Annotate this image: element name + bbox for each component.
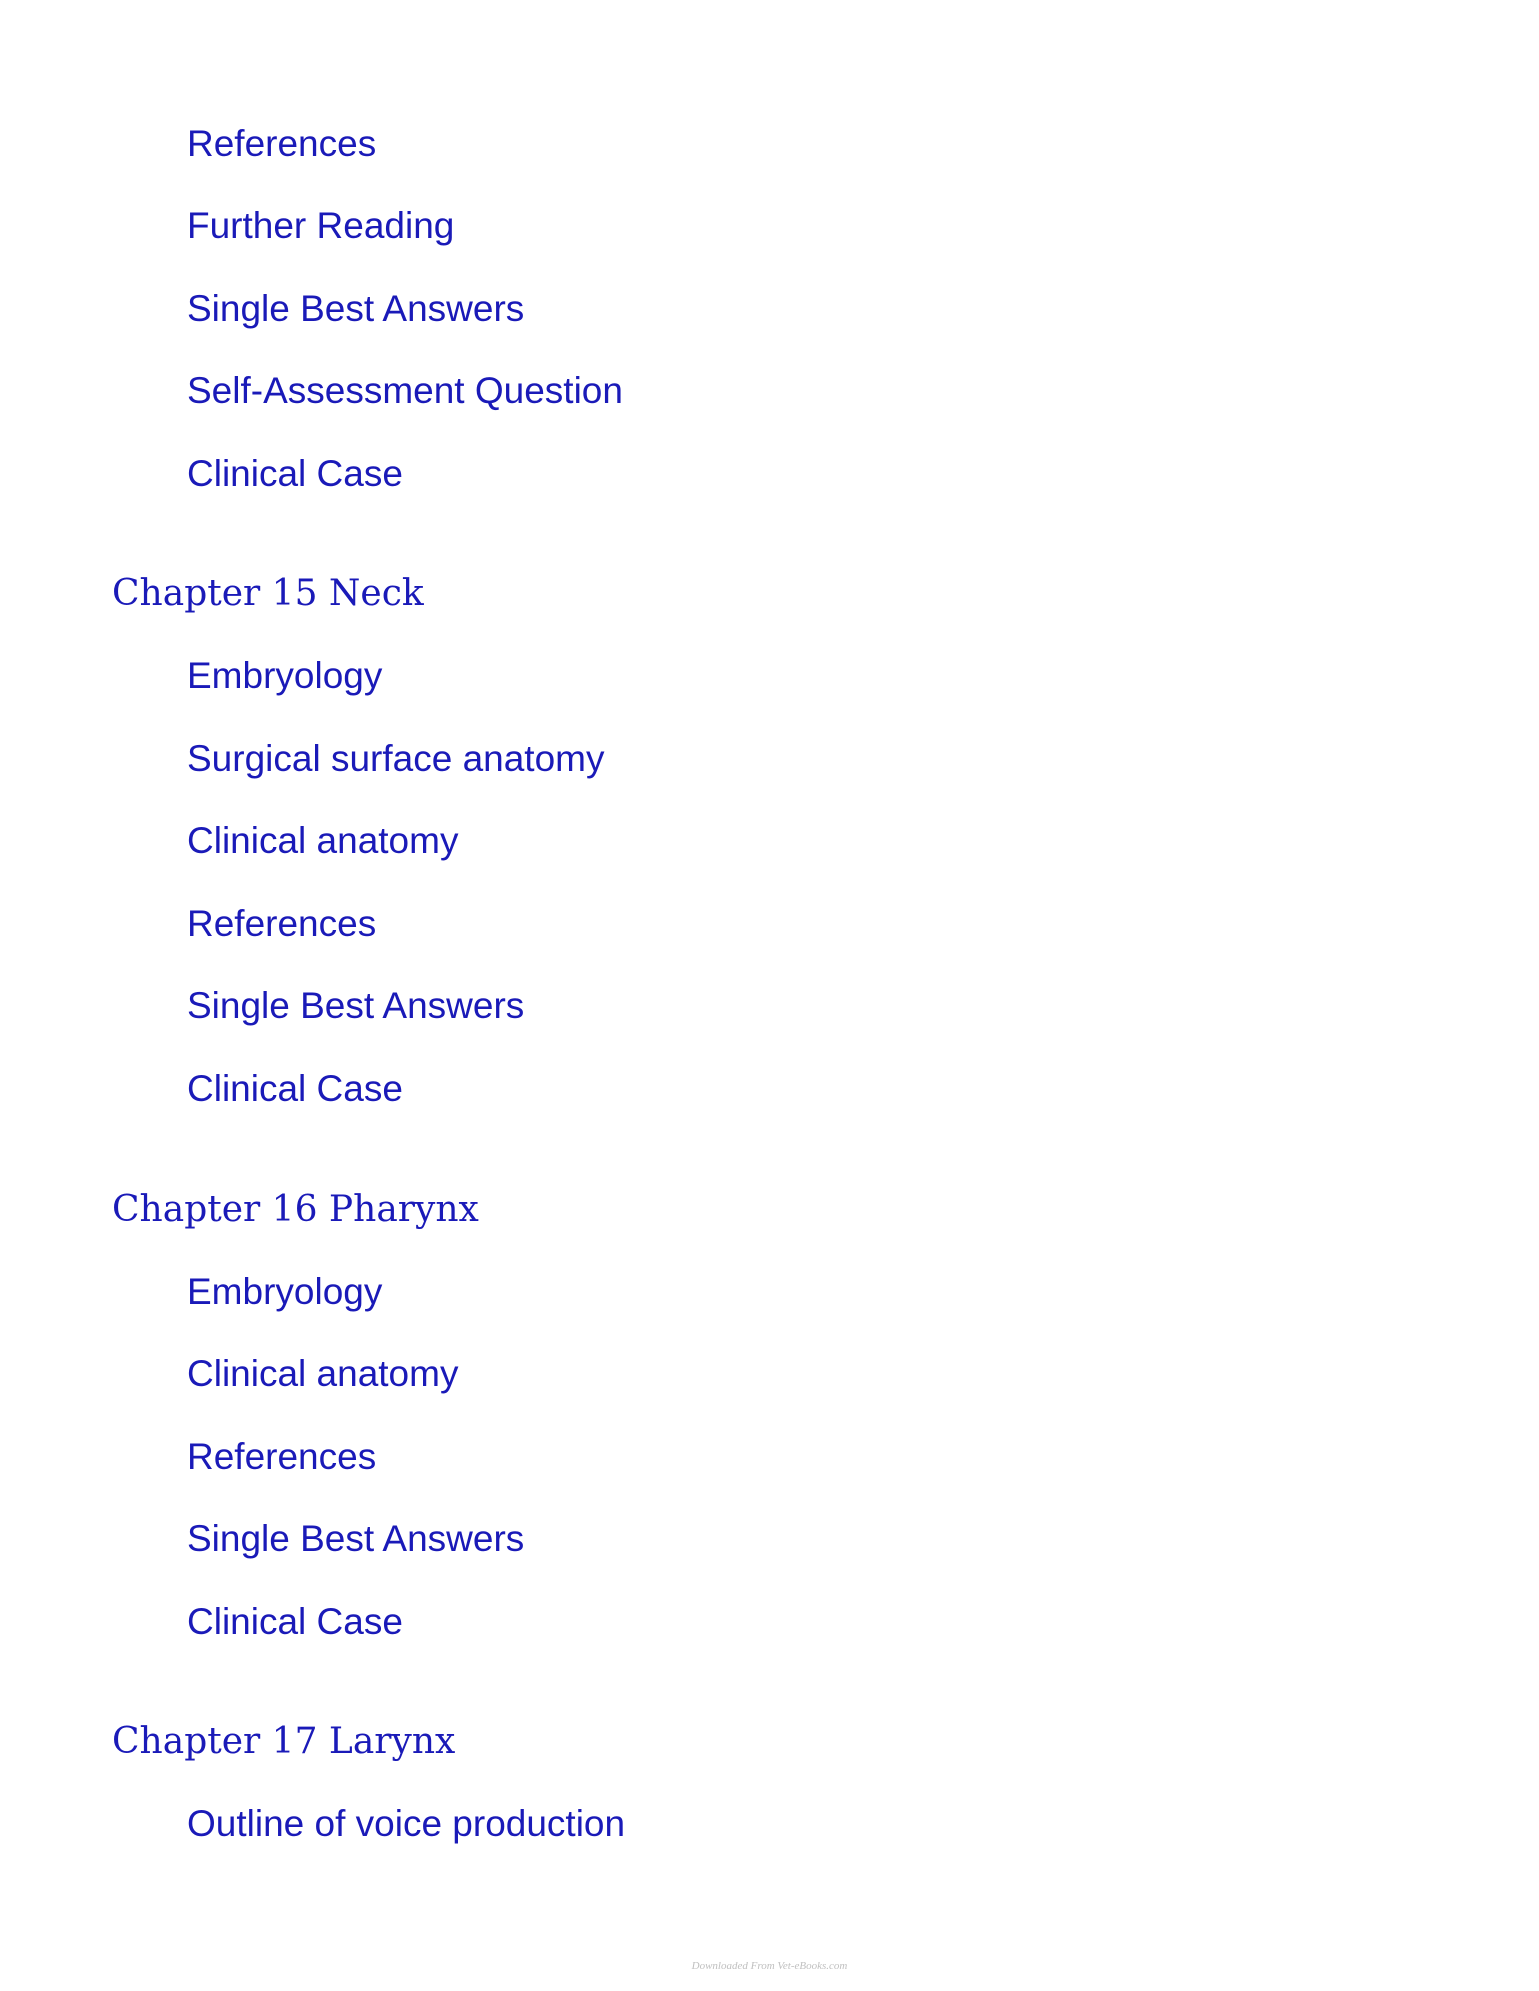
toc-link-ch15-clinical-anatomy[interactable]: Clinical anatomy: [187, 820, 459, 861]
toc-link-ch15-surgical-surface-anatomy[interactable]: Surgical surface anatomy: [187, 738, 605, 779]
toc-link-ch15-clinical-case[interactable]: Clinical Case: [187, 1068, 403, 1109]
toc-link-ch16-clinical-anatomy[interactable]: Clinical anatomy: [187, 1353, 459, 1394]
toc-link-ch15-references[interactable]: References: [187, 903, 377, 944]
toc-link-references[interactable]: References: [187, 123, 377, 164]
toc-link-ch15-single-best-answers[interactable]: Single Best Answers: [187, 985, 525, 1026]
toc-chapter-16-heading[interactable]: Chapter 16 Pharynx: [112, 1189, 479, 1230]
toc-chapter-15-heading[interactable]: Chapter 15 Neck: [112, 573, 424, 614]
toc-link-ch16-single-best-answers[interactable]: Single Best Answers: [187, 1518, 525, 1559]
footer-watermark: Downloaded From Vet-eBooks.com: [691, 1960, 848, 1972]
toc-link-ch16-embryology[interactable]: Embryology: [187, 1271, 383, 1312]
toc-chapter-17-heading[interactable]: Chapter 17 Larynx: [112, 1721, 456, 1762]
toc-link-single-best-answers[interactable]: Single Best Answers: [187, 288, 525, 329]
toc-link-ch17-outline-of-voice-production[interactable]: Outline of voice production: [187, 1803, 626, 1844]
toc-link-further-reading[interactable]: Further Reading: [187, 205, 455, 246]
toc-link-ch16-clinical-case[interactable]: Clinical Case: [187, 1601, 403, 1642]
toc-link-ch15-embryology[interactable]: Embryology: [187, 655, 383, 696]
toc-link-ch16-references[interactable]: References: [187, 1436, 377, 1477]
toc-link-self-assessment-question[interactable]: Self-Assessment Question: [187, 370, 623, 411]
toc-link-clinical-case[interactable]: Clinical Case: [187, 453, 403, 494]
